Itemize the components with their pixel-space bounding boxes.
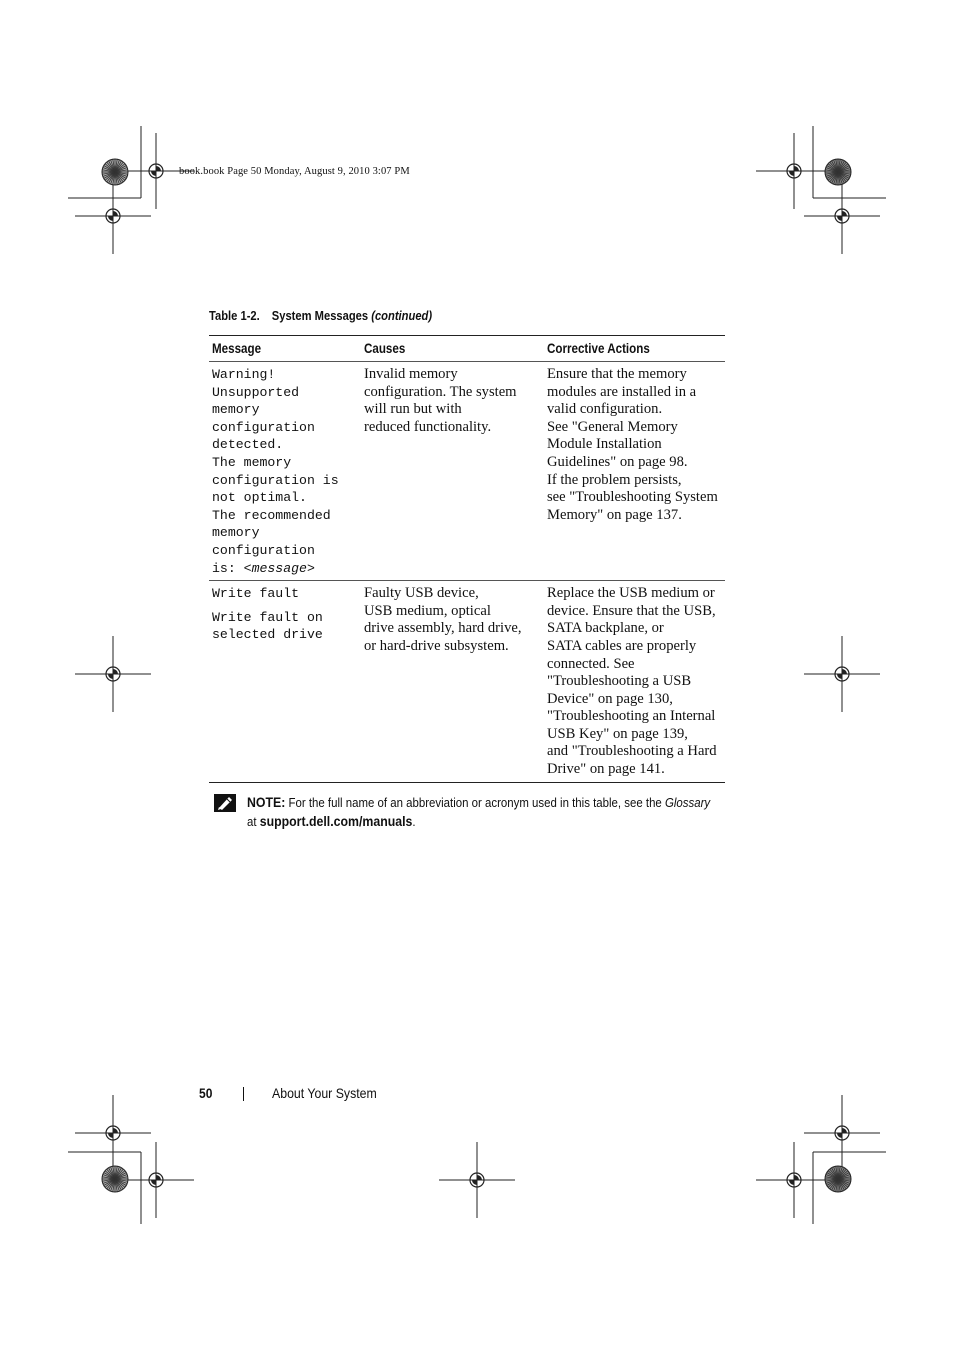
registration-target-icon xyxy=(804,1095,880,1171)
message-cell xyxy=(209,581,361,783)
registration-target-icon xyxy=(75,178,151,254)
message-text: Warning! Unsupported memory configuration detected. The memory configuration is not optimal. The recommended memory configuration is: xyxy=(212,367,339,576)
support-link[interactable]: support.dell.com/manuals xyxy=(259,813,413,829)
message-cell xyxy=(209,362,361,581)
actions-text: Ensure that the memory modules are installed in a valid configuration. See "General Memory Module Installation Guidelines" on page 98. If the problem persists, see "Troubleshooting System Memory" on page 137. xyxy=(547,366,718,523)
table-row xyxy=(209,362,725,581)
actions-text: Replace the USB medium or device. Ensure that the USB, SATA backplane, or SATA cables are properly connected. See "Troubleshooting a USB Device" on page 130, "Troubleshooting an Internal USB Key" on page 139, and "Troubleshooting a Hard Drive" on page 141. xyxy=(547,585,717,778)
note-text-3: . xyxy=(412,814,416,829)
causes-cell xyxy=(361,362,544,581)
color-star-target-icon xyxy=(825,1166,851,1192)
causes-text: Invalid memory configuration. The system will run but with reduced functionality. xyxy=(364,366,517,435)
registration-target-icon xyxy=(118,1142,194,1218)
page-number: 50 xyxy=(199,1085,213,1101)
color-star-target-icon xyxy=(102,159,128,185)
column-header-causes: Causes xyxy=(361,336,544,362)
registration-target-icon xyxy=(75,1095,151,1171)
registration-target-icon xyxy=(756,133,832,209)
message-text-2: Write fault on selected drive xyxy=(212,609,323,643)
table-caption-suffix: (continued) xyxy=(371,308,433,323)
registration-target-icon xyxy=(75,636,151,712)
actions-cell xyxy=(544,581,725,783)
note-text-1: For the full name of an abbreviation or acronym used in this table, see the xyxy=(285,795,665,810)
table-row xyxy=(209,581,725,783)
registration-target-icon xyxy=(439,1142,515,1218)
note xyxy=(247,793,717,831)
table-caption xyxy=(209,308,432,323)
message-param: <message> xyxy=(243,560,315,576)
glossary-term: Glossary xyxy=(664,795,711,810)
column-header-message: Message xyxy=(209,336,361,362)
causes-text: Faulty USB device, USB medium, optical drive assembly, hard drive, or hard-drive subsystem. xyxy=(364,585,522,654)
system-messages-table xyxy=(209,335,725,783)
color-star-target-icon xyxy=(102,1166,128,1192)
color-star-target-icon xyxy=(825,159,851,185)
column-header-corrective-actions: Corrective Actions xyxy=(544,336,725,362)
footer-divider xyxy=(243,1087,244,1101)
running-footer: About Your System xyxy=(272,1085,377,1101)
note-label: NOTE: xyxy=(247,794,286,810)
registration-target-icon xyxy=(804,178,880,254)
message-text: Write fault xyxy=(212,586,300,602)
causes-cell xyxy=(361,581,544,783)
actions-cell xyxy=(544,362,725,581)
note-pencil-icon xyxy=(213,793,237,813)
registration-target-icon xyxy=(804,636,880,712)
note-text-2: at xyxy=(247,814,260,829)
table-caption-title: System Messages xyxy=(271,308,372,323)
table-header-row xyxy=(209,336,725,362)
slug-line: book.book Page 50 Monday, August 9, 2010 3:07 PM xyxy=(179,166,410,177)
table-caption-number: Table 1-2. xyxy=(209,308,260,323)
registration-target-icon xyxy=(756,1142,832,1218)
